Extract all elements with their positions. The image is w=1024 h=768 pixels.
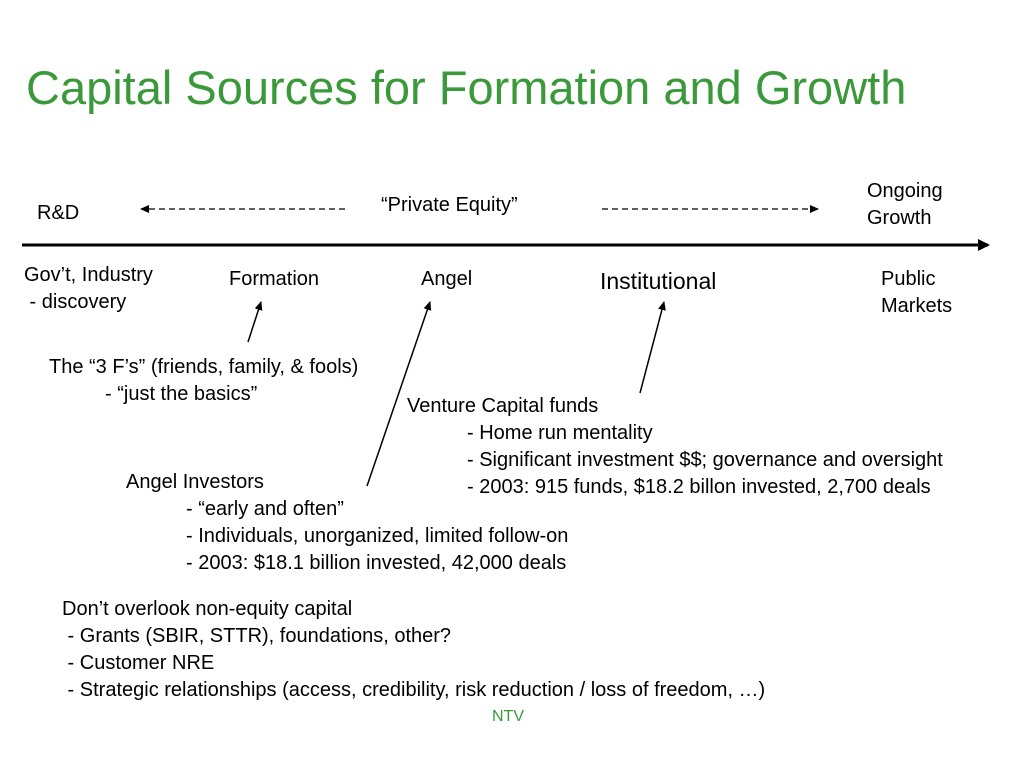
- private-equity-label: “Private Equity”: [381, 194, 518, 216]
- stage-angel: Angel: [421, 268, 473, 290]
- angel-item: - “early and often”: [186, 498, 344, 520]
- vc-item: - Home run mentality: [467, 422, 653, 444]
- non-equity-item: - Grants (SBIR, STTR), foundations, other?: [62, 625, 452, 647]
- timeline-start-label: R&D: [37, 202, 80, 224]
- timeline-end-label: [867, 178, 943, 232]
- angel-investors-block: [126, 469, 568, 577]
- stage-govt-industry: [24, 262, 153, 316]
- govt-line2: - discovery: [24, 291, 127, 313]
- three-fs-heading: The “3 F’s” (friends, family, & fools): [49, 356, 359, 378]
- stage-public-markets: [881, 266, 952, 320]
- vc-item: - 2003: 915 funds, $18.2 billon invested, 2,700 deals: [467, 476, 931, 498]
- govt-line1: Gov’t, Industry: [24, 264, 153, 286]
- vc-item: - Significant investment $$; governance and oversight: [467, 449, 943, 471]
- vc-heading: Venture Capital funds: [407, 395, 599, 417]
- non-equity-item: - Strategic relationships (access, credibility, risk reduction / loss of freedom, …): [62, 679, 766, 701]
- end-label-line2: Growth: [867, 207, 932, 229]
- footer-label: NTV: [492, 708, 524, 725]
- three-fs-pointer-arrow: [248, 302, 261, 342]
- institutional-pointer-arrow: [640, 302, 664, 393]
- stage-institutional: Institutional: [600, 268, 717, 294]
- end-label-line1: Ongoing: [867, 180, 943, 202]
- angel-item: - Individuals, unorganized, limited follow-on: [186, 525, 569, 547]
- public-line1: Public: [881, 268, 936, 290]
- slide-title: Capital Sources for Formation and Growth: [26, 61, 907, 114]
- angel-heading: Angel Investors: [126, 471, 264, 493]
- three-fs-item: - “just the basics”: [105, 383, 258, 405]
- non-equity-heading: Don’t overlook non-equity capital: [62, 598, 353, 620]
- public-line2: Markets: [881, 295, 953, 317]
- non-equity-block: [62, 596, 765, 704]
- angel-item: - 2003: $18.1 billion invested, 42,000 deals: [186, 552, 567, 574]
- non-equity-item: - Customer NRE: [62, 652, 215, 674]
- stage-formation: Formation: [229, 268, 320, 290]
- three-fs-block: [49, 354, 358, 408]
